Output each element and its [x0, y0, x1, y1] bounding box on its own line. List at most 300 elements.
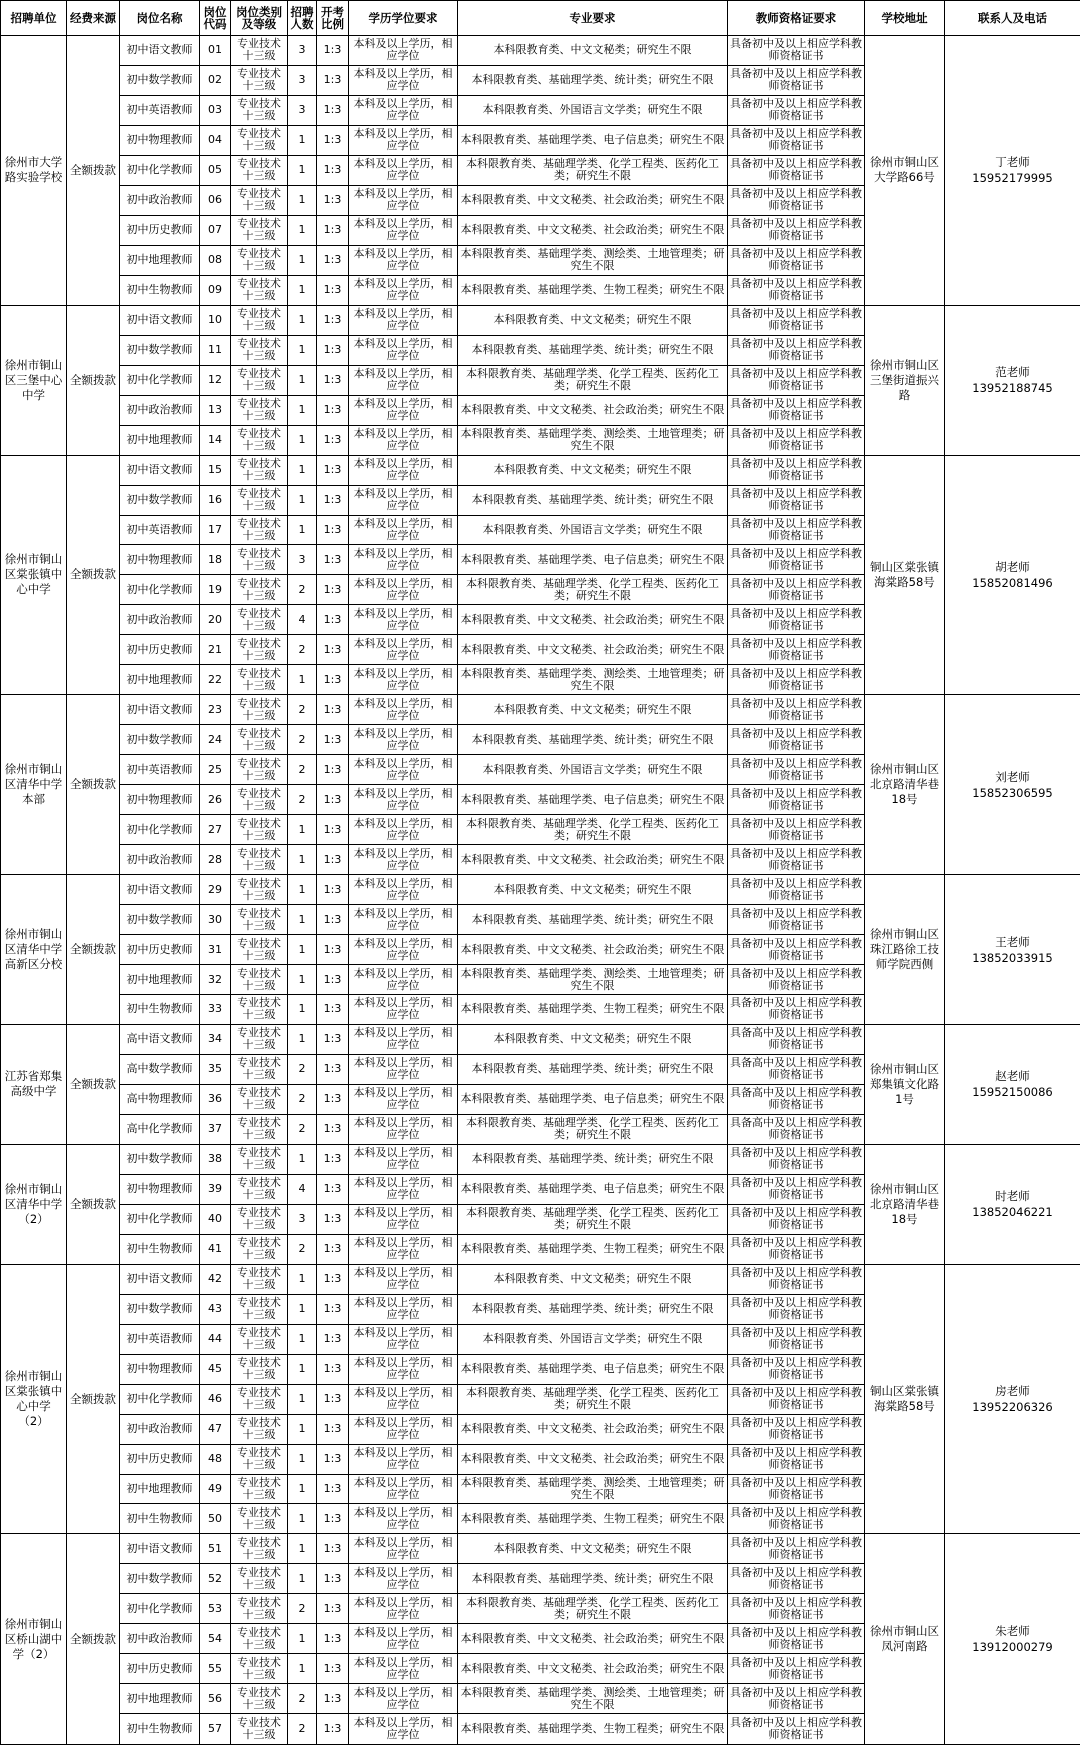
level-cell: 专业技术十三级: [231, 1204, 288, 1234]
address-cell: 徐州市铜山区三堡街道振兴路: [865, 305, 945, 455]
major-cell: 本科限教育类、中文文秘类、社会政治类；研究生不限: [458, 1414, 728, 1444]
cert-cell: 具备初中及以上相应学科教师资格证书: [728, 1564, 865, 1594]
level-cell: 专业技术十三级: [231, 1084, 288, 1114]
contact-name: 胡老师: [995, 559, 1030, 574]
ratio-cell: 1:3: [317, 515, 349, 545]
ratio-cell: 1:3: [317, 155, 349, 185]
level-cell: 专业技术十三级: [231, 395, 288, 425]
code-cell: 44: [200, 1324, 231, 1354]
level-cell: 专业技术十三级: [231, 1534, 288, 1564]
contact-cell: [945, 36, 1080, 306]
position-cell: 初中物理教师: [120, 545, 200, 575]
major-cell: 本科限教育类、基础理学类、生物工程类；研究生不限: [458, 1234, 728, 1264]
education-cell: 本科及以上学历，相应学位: [349, 575, 458, 605]
funding-cell: 全额拨款: [67, 1144, 120, 1264]
position-cell: 初中数学教师: [120, 725, 200, 755]
level-cell: 专业技术十三级: [231, 365, 288, 395]
major-cell: 本科限教育类、基础理学类、统计类；研究生不限: [458, 1054, 728, 1084]
contact-cell: [945, 695, 1080, 875]
education-cell: 本科及以上学历，相应学位: [349, 1114, 458, 1144]
funding-cell: 全额拨款: [67, 875, 120, 1025]
count-cell: 1: [288, 1354, 317, 1384]
count-cell: 1: [288, 1534, 317, 1564]
position-cell: 初中历史教师: [120, 215, 200, 245]
cert-cell: 具备初中及以上相应学科教师资格证书: [728, 1414, 865, 1444]
ratio-cell: 1:3: [317, 845, 349, 875]
education-cell: 本科及以上学历，相应学位: [349, 1624, 458, 1654]
funding-cell: 全额拨款: [67, 305, 120, 455]
cert-cell: 具备初中及以上相应学科教师资格证书: [728, 1324, 865, 1354]
code-cell: 48: [200, 1444, 231, 1474]
education-cell: 本科及以上学历，相应学位: [349, 1654, 458, 1684]
position-cell: 初中地理教师: [120, 665, 200, 695]
header-funding: 经费来源: [67, 1, 120, 36]
level-cell: 专业技术十三级: [231, 1384, 288, 1414]
cert-cell: 具备初中及以上相应学科教师资格证书: [728, 36, 865, 66]
position-cell: 初中化学教师: [120, 1204, 200, 1234]
education-cell: 本科及以上学历，相应学位: [349, 1204, 458, 1234]
count-cell: 1: [288, 155, 317, 185]
code-cell: 01: [200, 36, 231, 66]
education-cell: 本科及以上学历，相应学位: [349, 1594, 458, 1624]
level-cell: 专业技术十三级: [231, 1264, 288, 1294]
ratio-cell: 1:3: [317, 875, 349, 905]
code-cell: 27: [200, 815, 231, 845]
ratio-cell: 1:3: [317, 785, 349, 815]
code-cell: 46: [200, 1384, 231, 1414]
education-cell: 本科及以上学历，相应学位: [349, 935, 458, 965]
major-cell: 本科限教育类、中文文秘类、社会政治类；研究生不限: [458, 185, 728, 215]
cert-cell: 具备初中及以上相应学科教师资格证书: [728, 335, 865, 365]
table-row: [1, 1024, 1080, 1054]
position-cell: 初中语文教师: [120, 695, 200, 725]
cert-cell: 具备初中及以上相应学科教师资格证书: [728, 1654, 865, 1684]
count-cell: 1: [288, 215, 317, 245]
count-cell: 1: [288, 305, 317, 335]
level-cell: 专业技术十三级: [231, 1714, 288, 1745]
education-cell: 本科及以上学历，相应学位: [349, 155, 458, 185]
code-cell: 18: [200, 545, 231, 575]
cert-cell: 具备初中及以上相应学科教师资格证书: [728, 1444, 865, 1474]
ratio-cell: 1:3: [317, 1324, 349, 1354]
contact-name: 丁老师: [995, 155, 1030, 170]
cert-cell: 具备初中及以上相应学科教师资格证书: [728, 1144, 865, 1174]
major-cell: 本科限教育类、基础理学类、统计类；研究生不限: [458, 65, 728, 95]
position-cell: 初中数学教师: [120, 485, 200, 515]
education-cell: 本科及以上学历，相应学位: [349, 215, 458, 245]
count-cell: 2: [288, 1084, 317, 1114]
count-cell: 1: [288, 125, 317, 155]
table-row: [1, 455, 1080, 485]
count-cell: 1: [288, 455, 317, 485]
level-cell: 专业技术十三级: [231, 605, 288, 635]
position-cell: 初中生物教师: [120, 995, 200, 1025]
level-cell: 专业技术十三级: [231, 1594, 288, 1624]
count-cell: 4: [288, 605, 317, 635]
level-cell: 专业技术十三级: [231, 1684, 288, 1714]
cert-cell: 具备初中及以上相应学科教师资格证书: [728, 665, 865, 695]
education-cell: 本科及以上学历，相应学位: [349, 365, 458, 395]
ratio-cell: 1:3: [317, 1474, 349, 1504]
major-cell: 本科限教育类、基础理学类、电子信息类；研究生不限: [458, 785, 728, 815]
education-cell: 本科及以上学历，相应学位: [349, 1474, 458, 1504]
count-cell: 3: [288, 1204, 317, 1234]
code-cell: 13: [200, 395, 231, 425]
code-cell: 43: [200, 1294, 231, 1324]
contact-cell: [945, 1264, 1080, 1534]
funding-cell: 全额拨款: [67, 455, 120, 695]
contact-name: 刘老师: [995, 769, 1030, 784]
ratio-cell: 1:3: [317, 1054, 349, 1084]
major-cell: 本科限教育类、基础理学类、化学工程类、医药化工类；研究生不限: [458, 1384, 728, 1414]
education-cell: 本科及以上学历，相应学位: [349, 245, 458, 275]
level-cell: 专业技术十三级: [231, 185, 288, 215]
cert-cell: 具备初中及以上相应学科教师资格证书: [728, 1684, 865, 1714]
contact-phone: 15952150086: [972, 1085, 1053, 1100]
code-cell: 25: [200, 755, 231, 785]
count-cell: 1: [288, 965, 317, 995]
contact-cell: [945, 875, 1080, 1025]
cert-cell: 具备初中及以上相应学科教师资格证书: [728, 635, 865, 665]
position-cell: 初中语文教师: [120, 455, 200, 485]
level-cell: 专业技术十三级: [231, 65, 288, 95]
level-cell: 专业技术十三级: [231, 1294, 288, 1324]
cert-cell: 具备初中及以上相应学科教师资格证书: [728, 65, 865, 95]
level-cell: 专业技术十三级: [231, 305, 288, 335]
cert-cell: 具备初中及以上相应学科教师资格证书: [728, 1534, 865, 1564]
position-cell: 初中生物教师: [120, 1504, 200, 1534]
major-cell: 本科限教育类、基础理学类、化学工程类、医药化工类；研究生不限: [458, 1594, 728, 1624]
contact-name: 房老师: [995, 1384, 1030, 1399]
education-cell: 本科及以上学历，相应学位: [349, 36, 458, 66]
code-cell: 57: [200, 1714, 231, 1745]
position-cell: 初中历史教师: [120, 635, 200, 665]
ratio-cell: 1:3: [317, 995, 349, 1025]
header-cert: 教师资格证要求: [728, 1, 865, 36]
table-row: [1, 875, 1080, 905]
address-cell: 徐州市铜山区大学路66号: [865, 36, 945, 306]
table-row: [1, 305, 1080, 335]
contact-phone: 15952179995: [972, 171, 1053, 186]
position-cell: 初中语文教师: [120, 1534, 200, 1564]
position-cell: 初中英语教师: [120, 95, 200, 125]
education-cell: 本科及以上学历，相应学位: [349, 515, 458, 545]
code-cell: 23: [200, 695, 231, 725]
major-cell: 本科限教育类、基础理学类、测绘类、土地管理类；研究生不限: [458, 245, 728, 275]
code-cell: 07: [200, 215, 231, 245]
level-cell: 专业技术十三级: [231, 1024, 288, 1054]
position-cell: 初中地理教师: [120, 1474, 200, 1504]
level-cell: 专业技术十三级: [231, 1564, 288, 1594]
major-cell: 本科限教育类、外国语言文学类；研究生不限: [458, 755, 728, 785]
header-contact: 联系人及电话: [945, 1, 1080, 36]
education-cell: 本科及以上学历，相应学位: [349, 1324, 458, 1354]
count-cell: 2: [288, 635, 317, 665]
unit-cell: 徐州市铜山区清华中学高新区分校: [1, 875, 67, 1025]
count-cell: 1: [288, 275, 317, 305]
cert-cell: 具备高中及以上相应学科教师资格证书: [728, 1024, 865, 1054]
cert-cell: 具备初中及以上相应学科教师资格证书: [728, 425, 865, 455]
table-row: [1, 1534, 1080, 1564]
code-cell: 50: [200, 1504, 231, 1534]
major-cell: 本科限教育类、中文文秘类、社会政治类；研究生不限: [458, 1654, 728, 1684]
address-cell: 徐州市铜山区北京路清华巷18号: [865, 1144, 945, 1264]
code-cell: 41: [200, 1234, 231, 1264]
count-cell: 1: [288, 815, 317, 845]
address-cell: 徐州市铜山区北京路清华巷18号: [865, 695, 945, 875]
education-cell: 本科及以上学历，相应学位: [349, 1084, 458, 1114]
level-cell: 专业技术十三级: [231, 1444, 288, 1474]
unit-cell: 徐州市大学路实验学校: [1, 36, 67, 306]
contact-name: 王老师: [995, 934, 1030, 949]
unit-cell: 江苏省郑集高级中学: [1, 1024, 67, 1144]
level-cell: 专业技术十三级: [231, 275, 288, 305]
level-cell: 专业技术十三级: [231, 1414, 288, 1444]
count-cell: 1: [288, 1294, 317, 1324]
education-cell: 本科及以上学历，相应学位: [349, 545, 458, 575]
education-cell: 本科及以上学历，相应学位: [349, 875, 458, 905]
major-cell: 本科限教育类、基础理学类、生物工程类；研究生不限: [458, 995, 728, 1025]
education-cell: 本科及以上学历，相应学位: [349, 65, 458, 95]
major-cell: 本科限教育类、基础理学类、测绘类、土地管理类；研究生不限: [458, 665, 728, 695]
code-cell: 28: [200, 845, 231, 875]
level-cell: 专业技术十三级: [231, 1654, 288, 1684]
cert-cell: 具备初中及以上相应学科教师资格证书: [728, 965, 865, 995]
position-cell: 初中英语教师: [120, 515, 200, 545]
count-cell: 1: [288, 1624, 317, 1654]
address-cell: 徐州市铜山区凤河南路: [865, 1534, 945, 1745]
ratio-cell: 1:3: [317, 605, 349, 635]
major-cell: 本科限教育类、基础理学类、统计类；研究生不限: [458, 905, 728, 935]
level-cell: 专业技术十三级: [231, 545, 288, 575]
unit-cell: 徐州市铜山区三堡中心中学: [1, 305, 67, 455]
ratio-cell: 1:3: [317, 665, 349, 695]
contact-name: 时老师: [995, 1189, 1030, 1204]
header-count: 招聘人数: [288, 1, 317, 36]
major-cell: 本科限教育类、外国语言文学类；研究生不限: [458, 95, 728, 125]
major-cell: 本科限教育类、基础理学类、化学工程类、医药化工类；研究生不限: [458, 365, 728, 395]
ratio-cell: 1:3: [317, 695, 349, 725]
count-cell: 1: [288, 1414, 317, 1444]
education-cell: 本科及以上学历，相应学位: [349, 965, 458, 995]
ratio-cell: 1:3: [317, 1534, 349, 1564]
major-cell: 本科限教育类、中文文秘类、社会政治类；研究生不限: [458, 1444, 728, 1474]
funding-cell: 全额拨款: [67, 1264, 120, 1534]
code-cell: 12: [200, 365, 231, 395]
position-cell: 初中历史教师: [120, 1654, 200, 1684]
education-cell: 本科及以上学历，相应学位: [349, 1054, 458, 1084]
header-position: 岗位名称: [120, 1, 200, 36]
position-cell: 初中政治教师: [120, 845, 200, 875]
cert-cell: 具备初中及以上相应学科教师资格证书: [728, 605, 865, 635]
ratio-cell: 1:3: [317, 755, 349, 785]
education-cell: 本科及以上学历，相应学位: [349, 845, 458, 875]
education-cell: 本科及以上学历，相应学位: [349, 1534, 458, 1564]
code-cell: 19: [200, 575, 231, 605]
count-cell: 2: [288, 725, 317, 755]
ratio-cell: 1:3: [317, 1264, 349, 1294]
level-cell: 专业技术十三级: [231, 905, 288, 935]
code-cell: 32: [200, 965, 231, 995]
ratio-cell: 1:3: [317, 335, 349, 365]
contact-name: 朱老师: [995, 1624, 1030, 1639]
contact-phone: 13852033915: [972, 950, 1053, 965]
cert-cell: 具备初中及以上相应学科教师资格证书: [728, 845, 865, 875]
education-cell: 本科及以上学历，相应学位: [349, 395, 458, 425]
major-cell: 本科限教育类、基础理学类、统计类；研究生不限: [458, 1564, 728, 1594]
education-cell: 本科及以上学历，相应学位: [349, 1294, 458, 1324]
ratio-cell: 1:3: [317, 485, 349, 515]
level-cell: 专业技术十三级: [231, 845, 288, 875]
cert-cell: 具备初中及以上相应学科教师资格证书: [728, 515, 865, 545]
cert-cell: 具备初中及以上相应学科教师资格证书: [728, 995, 865, 1025]
major-cell: 本科限教育类、中文文秘类；研究生不限: [458, 36, 728, 66]
code-cell: 36: [200, 1084, 231, 1114]
education-cell: 本科及以上学历，相应学位: [349, 1174, 458, 1204]
ratio-cell: 1:3: [317, 905, 349, 935]
code-cell: 20: [200, 605, 231, 635]
header-education: 学历学位要求: [349, 1, 458, 36]
education-cell: 本科及以上学历，相应学位: [349, 455, 458, 485]
code-cell: 03: [200, 95, 231, 125]
level-cell: 专业技术十三级: [231, 1474, 288, 1504]
ratio-cell: 1:3: [317, 1684, 349, 1714]
level-cell: 专业技术十三级: [231, 125, 288, 155]
ratio-cell: 1:3: [317, 1624, 349, 1654]
contact-phone: 15852306595: [972, 785, 1053, 800]
level-cell: 专业技术十三级: [231, 1354, 288, 1384]
count-cell: 1: [288, 1324, 317, 1354]
cert-cell: 具备初中及以上相应学科教师资格证书: [728, 185, 865, 215]
contact-cell: [945, 1534, 1080, 1745]
major-cell: 本科限教育类、中文文秘类；研究生不限: [458, 1264, 728, 1294]
major-cell: 本科限教育类、中文文秘类、社会政治类；研究生不限: [458, 845, 728, 875]
education-cell: 本科及以上学历，相应学位: [349, 1564, 458, 1594]
cert-cell: 具备高中及以上相应学科教师资格证书: [728, 1114, 865, 1144]
ratio-cell: 1:3: [317, 36, 349, 66]
position-cell: 初中语文教师: [120, 875, 200, 905]
education-cell: 本科及以上学历，相应学位: [349, 1264, 458, 1294]
ratio-cell: 1:3: [317, 395, 349, 425]
education-cell: 本科及以上学历，相应学位: [349, 125, 458, 155]
count-cell: 2: [288, 1234, 317, 1264]
major-cell: 本科限教育类、基础理学类、测绘类、土地管理类；研究生不限: [458, 1684, 728, 1714]
major-cell: 本科限教育类、基础理学类、化学工程类、医药化工类；研究生不限: [458, 815, 728, 845]
level-cell: 专业技术十三级: [231, 36, 288, 66]
position-cell: 初中物理教师: [120, 1174, 200, 1204]
ratio-cell: 1:3: [317, 965, 349, 995]
cert-cell: 具备初中及以上相应学科教师资格证书: [728, 1384, 865, 1414]
cert-cell: 具备初中及以上相应学科教师资格证书: [728, 395, 865, 425]
count-cell: 2: [288, 1594, 317, 1624]
count-cell: 2: [288, 1054, 317, 1084]
cert-cell: 具备初中及以上相应学科教师资格证书: [728, 815, 865, 845]
count-cell: 1: [288, 995, 317, 1025]
major-cell: 本科限教育类、基础理学类、化学工程类、医药化工类；研究生不限: [458, 155, 728, 185]
cert-cell: 具备初中及以上相应学科教师资格证书: [728, 935, 865, 965]
cert-cell: 具备初中及以上相应学科教师资格证书: [728, 245, 865, 275]
code-cell: 30: [200, 905, 231, 935]
major-cell: 本科限教育类、中文文秘类、社会政治类；研究生不限: [458, 1624, 728, 1654]
unit-cell: 徐州市铜山区清华中学本部: [1, 695, 67, 875]
education-cell: 本科及以上学历，相应学位: [349, 785, 458, 815]
education-cell: 本科及以上学历，相应学位: [349, 995, 458, 1025]
code-cell: 14: [200, 425, 231, 455]
cert-cell: 具备初中及以上相应学科教师资格证书: [728, 1234, 865, 1264]
code-cell: 08: [200, 245, 231, 275]
level-cell: 专业技术十三级: [231, 1504, 288, 1534]
count-cell: 2: [288, 1714, 317, 1745]
major-cell: 本科限教育类、中文文秘类；研究生不限: [458, 305, 728, 335]
education-cell: 本科及以上学历，相应学位: [349, 425, 458, 455]
major-cell: 本科限教育类、基础理学类、化学工程类、医药化工类；研究生不限: [458, 575, 728, 605]
education-cell: 本科及以上学历，相应学位: [349, 605, 458, 635]
code-cell: 55: [200, 1654, 231, 1684]
position-cell: 初中英语教师: [120, 755, 200, 785]
code-cell: 17: [200, 515, 231, 545]
cert-cell: 具备高中及以上相应学科教师资格证书: [728, 1054, 865, 1084]
ratio-cell: 1:3: [317, 1174, 349, 1204]
position-cell: 初中语文教师: [120, 36, 200, 66]
level-cell: 专业技术十三级: [231, 755, 288, 785]
ratio-cell: 1:3: [317, 1504, 349, 1534]
cert-cell: 具备初中及以上相应学科教师资格证书: [728, 365, 865, 395]
education-cell: 本科及以上学历，相应学位: [349, 1354, 458, 1384]
position-cell: 初中数学教师: [120, 1144, 200, 1174]
cert-cell: 具备初中及以上相应学科教师资格证书: [728, 215, 865, 245]
table-row: [1, 1144, 1080, 1174]
ratio-cell: 1:3: [317, 305, 349, 335]
major-cell: 本科限教育类、外国语言文学类；研究生不限: [458, 515, 728, 545]
position-cell: 高中语文教师: [120, 1024, 200, 1054]
count-cell: 2: [288, 755, 317, 785]
ratio-cell: 1:3: [317, 1084, 349, 1114]
unit-cell: 徐州市铜山区桥山湖中学（2）: [1, 1534, 67, 1745]
code-cell: 33: [200, 995, 231, 1025]
cert-cell: 具备初中及以上相应学科教师资格证书: [728, 1504, 865, 1534]
code-cell: 47: [200, 1414, 231, 1444]
count-cell: 1: [288, 1024, 317, 1054]
code-cell: 52: [200, 1564, 231, 1594]
cert-cell: 具备初中及以上相应学科教师资格证书: [728, 95, 865, 125]
level-cell: 专业技术十三级: [231, 425, 288, 455]
education-cell: 本科及以上学历，相应学位: [349, 1384, 458, 1414]
position-cell: 初中政治教师: [120, 395, 200, 425]
level-cell: 专业技术十三级: [231, 575, 288, 605]
major-cell: 本科限教育类、中文文秘类、社会政治类；研究生不限: [458, 215, 728, 245]
contact-cell: [945, 1024, 1080, 1144]
ratio-cell: 1:3: [317, 1714, 349, 1745]
major-cell: 本科限教育类、基础理学类、测绘类、土地管理类；研究生不限: [458, 425, 728, 455]
ratio-cell: 1:3: [317, 815, 349, 845]
header-ratio: 开考比例: [317, 1, 349, 36]
unit-cell: 徐州市铜山区棠张镇中心中学（2）: [1, 1264, 67, 1534]
education-cell: 本科及以上学历，相应学位: [349, 755, 458, 785]
count-cell: 1: [288, 1564, 317, 1594]
major-cell: 本科限教育类、基础理学类、电子信息类；研究生不限: [458, 125, 728, 155]
education-cell: 本科及以上学历，相应学位: [349, 1234, 458, 1264]
major-cell: 本科限教育类、基础理学类、电子信息类；研究生不限: [458, 1354, 728, 1384]
count-cell: 3: [288, 545, 317, 575]
count-cell: 1: [288, 1654, 317, 1684]
major-cell: 本科限教育类、基础理学类、测绘类、土地管理类；研究生不限: [458, 965, 728, 995]
level-cell: 专业技术十三级: [231, 785, 288, 815]
level-cell: 专业技术十三级: [231, 725, 288, 755]
ratio-cell: 1:3: [317, 1444, 349, 1474]
level-cell: 专业技术十三级: [231, 875, 288, 905]
level-cell: 专业技术十三级: [231, 515, 288, 545]
count-cell: 1: [288, 335, 317, 365]
